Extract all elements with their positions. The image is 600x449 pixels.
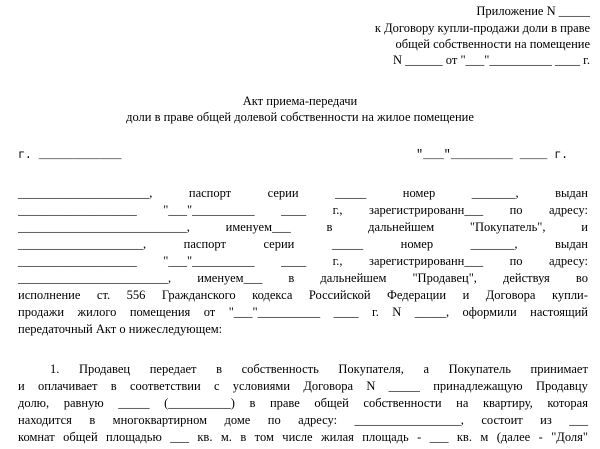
appendix-contract-subject: общей собственности на помещение <box>395 37 590 51</box>
word: ____ <box>281 203 307 217</box>
clause-line <box>18 413 588 428</box>
word: в <box>326 220 333 234</box>
word: том <box>254 430 274 444</box>
word: равную <box>63 396 104 410</box>
word: "Продавец", <box>412 271 477 285</box>
word: с <box>213 379 220 393</box>
word: общей <box>63 430 98 444</box>
word: долю, <box>18 396 50 410</box>
word: купли- <box>551 288 588 302</box>
word: Покупатель <box>448 362 511 376</box>
word: "___"__________ <box>163 254 255 268</box>
word: _____ <box>118 396 150 410</box>
word: дальнейшем <box>320 271 387 285</box>
word: условиями <box>232 379 291 393</box>
word: _________________, <box>354 413 464 427</box>
place-field: г. ____________ <box>18 149 122 162</box>
word: "Покупатель", <box>469 220 546 234</box>
body-line <box>18 237 588 252</box>
word: именуем___ <box>225 220 291 234</box>
word: м. <box>220 430 232 444</box>
word: многоквартирном <box>112 413 208 427</box>
word: жилая <box>321 430 354 444</box>
word: общей <box>314 396 349 410</box>
word: ________________________, <box>18 271 172 285</box>
word: адресу: <box>548 203 588 217</box>
word: собственности <box>363 396 442 410</box>
word: ___ <box>170 430 189 444</box>
word: г., <box>332 203 343 217</box>
document-subtitle: доли в праве общей долевой собственности на жилое помещение <box>126 110 474 124</box>
word: по <box>509 254 523 268</box>
word: праве <box>269 396 300 410</box>
word: площадь <box>362 430 409 444</box>
word: в <box>240 430 247 444</box>
appendix-contract-number-date: N ______ от "___"__________ ____ г. <box>393 53 590 67</box>
body-line <box>18 220 588 235</box>
word: площадью <box>106 430 162 444</box>
word: от <box>203 305 216 319</box>
word: номер <box>402 186 436 200</box>
word: во <box>575 271 588 285</box>
word: м <box>480 430 489 444</box>
word: квартиру, <box>482 396 533 410</box>
word: Договора <box>485 288 536 302</box>
word: "___"__________ <box>163 203 255 217</box>
word: действуя <box>503 271 550 285</box>
word: 1. <box>50 362 60 376</box>
word: принимает <box>530 362 588 376</box>
word: номер <box>400 237 434 251</box>
word: - <box>417 430 422 444</box>
word: в <box>249 396 256 410</box>
appendix-contract-ref: к Договору купли-продажи доли в праве <box>374 21 590 35</box>
body-line <box>18 254 588 269</box>
word: в <box>110 379 117 393</box>
word: доме <box>224 413 251 427</box>
word: "___"__________ <box>228 305 321 319</box>
body-line <box>18 288 588 303</box>
word: N <box>366 379 376 393</box>
word: оплачивает <box>38 379 98 393</box>
word: ___________________________, <box>18 220 190 234</box>
word: находится <box>18 413 72 427</box>
word: принадлежащую <box>433 379 523 393</box>
word: Продавец <box>78 362 131 376</box>
clause-line <box>18 379 588 394</box>
word: ____ <box>281 254 307 268</box>
word: Федерации <box>387 288 447 302</box>
clause-line <box>18 430 588 445</box>
word: _____ <box>331 237 364 251</box>
word: 556 <box>126 288 146 302</box>
word: в <box>288 271 295 285</box>
word: передает <box>149 362 197 376</box>
word: зарегистрированн___ <box>369 203 484 217</box>
clause-line <box>50 362 588 377</box>
word: _______, <box>470 237 518 251</box>
word: ___ <box>569 413 588 427</box>
word: оформили <box>462 305 517 319</box>
body-line <box>18 305 588 320</box>
word: числе <box>282 430 313 444</box>
word: _____ <box>335 186 367 200</box>
word: Покупателя, <box>338 362 404 376</box>
word: кодекса <box>252 288 293 302</box>
body-line <box>18 186 588 201</box>
word: ___ <box>429 430 449 444</box>
word: ____________________, <box>18 237 147 251</box>
word: выдан <box>555 237 588 251</box>
word: ___________________ <box>18 203 137 217</box>
word: и <box>581 220 588 234</box>
word: г., <box>332 254 343 268</box>
word: по <box>509 203 523 217</box>
word: исполнение <box>18 288 81 302</box>
word: продажи <box>18 305 65 319</box>
document-title: Акт приема-передачи <box>242 94 358 108</box>
word: и <box>462 288 470 302</box>
word: по <box>267 413 281 427</box>
word: настоящий <box>530 305 588 319</box>
word: _____ <box>388 379 420 393</box>
word: N <box>392 305 402 319</box>
word: (далее <box>496 430 531 444</box>
word: _______, <box>471 186 519 200</box>
word: Продавцу <box>535 379 588 393</box>
word: серии <box>267 186 299 200</box>
word: _____, <box>414 305 450 319</box>
word: жилого <box>77 305 117 319</box>
word: состоит <box>481 413 523 427</box>
word: именуем___ <box>197 271 263 285</box>
body-line <box>18 271 588 286</box>
word: ____ <box>333 305 359 319</box>
date-field: "___"_________ ____ г. <box>416 149 568 162</box>
clause-line <box>18 396 588 411</box>
word: соответствии <box>130 379 201 393</box>
word: адресу: <box>548 254 588 268</box>
word: ___________________ <box>18 254 137 268</box>
word: а <box>423 362 430 376</box>
word: выдан <box>555 186 588 200</box>
word: кв. <box>456 430 472 444</box>
word: кв. <box>197 430 213 444</box>
word: и <box>18 379 25 393</box>
word: дальнейшем <box>368 220 435 234</box>
body-line: передаточный Акт о нижеследующем: <box>18 322 223 336</box>
word: из <box>540 413 552 427</box>
word: помещения <box>129 305 191 319</box>
body-line <box>18 203 588 218</box>
word: ст. <box>96 288 111 302</box>
word: "Доля" <box>551 430 588 444</box>
word: (__________) <box>164 396 235 410</box>
word: _____________________, <box>18 186 153 200</box>
word: Договора <box>303 379 354 393</box>
word: адресу: <box>298 413 338 427</box>
word: серии <box>263 237 295 251</box>
word: зарегистрированн___ <box>369 254 484 268</box>
word: - <box>538 430 543 444</box>
word: в <box>89 413 96 427</box>
word: собственность <box>241 362 319 376</box>
word: паспорт <box>183 237 226 251</box>
word: Гражданского <box>161 288 236 302</box>
word: которая <box>547 396 588 410</box>
word: комнат <box>18 430 55 444</box>
word: г. <box>372 305 379 319</box>
word: на <box>456 396 469 410</box>
appendix-number: Приложение N _____ <box>476 4 590 18</box>
word: в <box>216 362 223 376</box>
word: Российской <box>308 288 371 302</box>
word: паспорт <box>188 186 232 200</box>
